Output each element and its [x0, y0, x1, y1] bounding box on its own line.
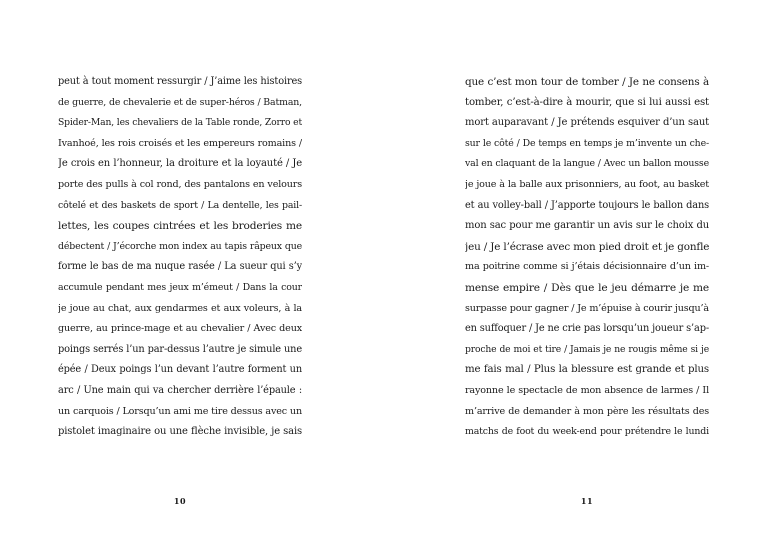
text-line: guerre, au prince-mage et au chevalier / Avec deux — [58, 323, 302, 335]
text-line: côtelé et des baskets de sport / La dentelle, les pail- — [58, 199, 302, 211]
text-line: mon sac pour me garantir un avis sur le choix du — [465, 220, 709, 232]
text-line: m’arrive de demander à mon père les résultats des — [465, 405, 709, 417]
text-line: rayonne le spectacle de mon absence de larmes / Il — [465, 384, 709, 396]
text-line: proche de moi et tire / Jamais je ne rougis même si je — [465, 343, 709, 355]
text-line: forme le bas de ma nuque rasée / La sueur qui s’y — [58, 261, 302, 273]
text-line: Je crois en l’honneur, la droiture et la loyauté / Je — [58, 158, 302, 170]
text-line: Ivanhoé, les rois croisés et les empereurs romains / — [58, 137, 302, 149]
text-line: arc / Une main qui va chercher derrière l’épaule : — [58, 384, 302, 396]
text-line: je joue au chat, aux gendarmes et aux voleurs, à la — [58, 302, 302, 314]
text-line: jeu / Je l’écrase avec mon pied droit et je gonfle — [465, 240, 709, 253]
text-line: lettes, les coupes cintrées et les broderies me — [58, 220, 302, 233]
text-line: ma poitrine comme si j’étais décisionnaire d’un im- — [465, 261, 709, 273]
text-line: accumule pendant mes jeux m’émeut / Dans la cour — [58, 281, 302, 293]
text-line: val en claquant de la langue / Avec un ballon mousse — [465, 158, 709, 170]
text-line: de guerre, de chevalerie et de super-héros / Batman, — [58, 96, 302, 108]
text-line: je joue à la balle aux prisonniers, au foot, au basket — [465, 178, 709, 190]
text-line: que c’est mon tour de tomber / Je ne consens à — [465, 76, 709, 88]
text-line: porte des pulls à col rond, des pantalons en velours — [58, 178, 302, 190]
text-line: mort auparavant / Je prétends esquiver d’un saut — [465, 117, 709, 129]
text-line: et au volley-ball / J’apporte toujours le ballon dans — [465, 199, 709, 211]
text-line: sur le côté / De temps en temps je m’invente un che- — [465, 137, 709, 149]
text-line: Spider-Man, les chevaliers de la Table ronde, Zorro et — [58, 117, 302, 129]
right-page — [383, 0, 765, 538]
right-page-text — [465, 72, 709, 443]
text-line: un carquois / Lorsqu’un ami me tire dessus avec un — [58, 405, 302, 417]
text-line: tomber, c’est-à-dire à mourir, que si lui aussi est — [465, 96, 709, 108]
text-line: me fais mal / Plus la blessure est grande et plus — [465, 364, 709, 376]
left-page-text — [58, 72, 302, 443]
text-line: peut à tout moment ressurgir / J’aime les histoires — [58, 76, 302, 87]
text-line: surpasse pour gagner / Je m’épuise à courir jusqu’à — [465, 302, 709, 314]
page-number: 10 — [173, 496, 187, 506]
text-line: pistolet imaginaire ou une flèche invisible, je sais — [58, 426, 302, 438]
text-line: épée / Deux poings l’un devant l’autre forment un — [58, 364, 302, 376]
text-line: en suffoquer / Je ne crie pas lorsqu’un joueur s’ap- — [465, 323, 709, 335]
text-line: mense empire / Dès que le jeu démarre je me — [465, 281, 709, 294]
page-number: 11 — [580, 496, 594, 506]
text-line: poings serrés l’un par-dessus l’autre je simule une — [58, 343, 302, 355]
text-line: matchs de foot du week-end pour prétendre le lundi — [465, 426, 709, 438]
left-page — [0, 0, 382, 538]
text-line: débectent / J’écorche mon index au tapis râpeux que — [58, 240, 302, 252]
